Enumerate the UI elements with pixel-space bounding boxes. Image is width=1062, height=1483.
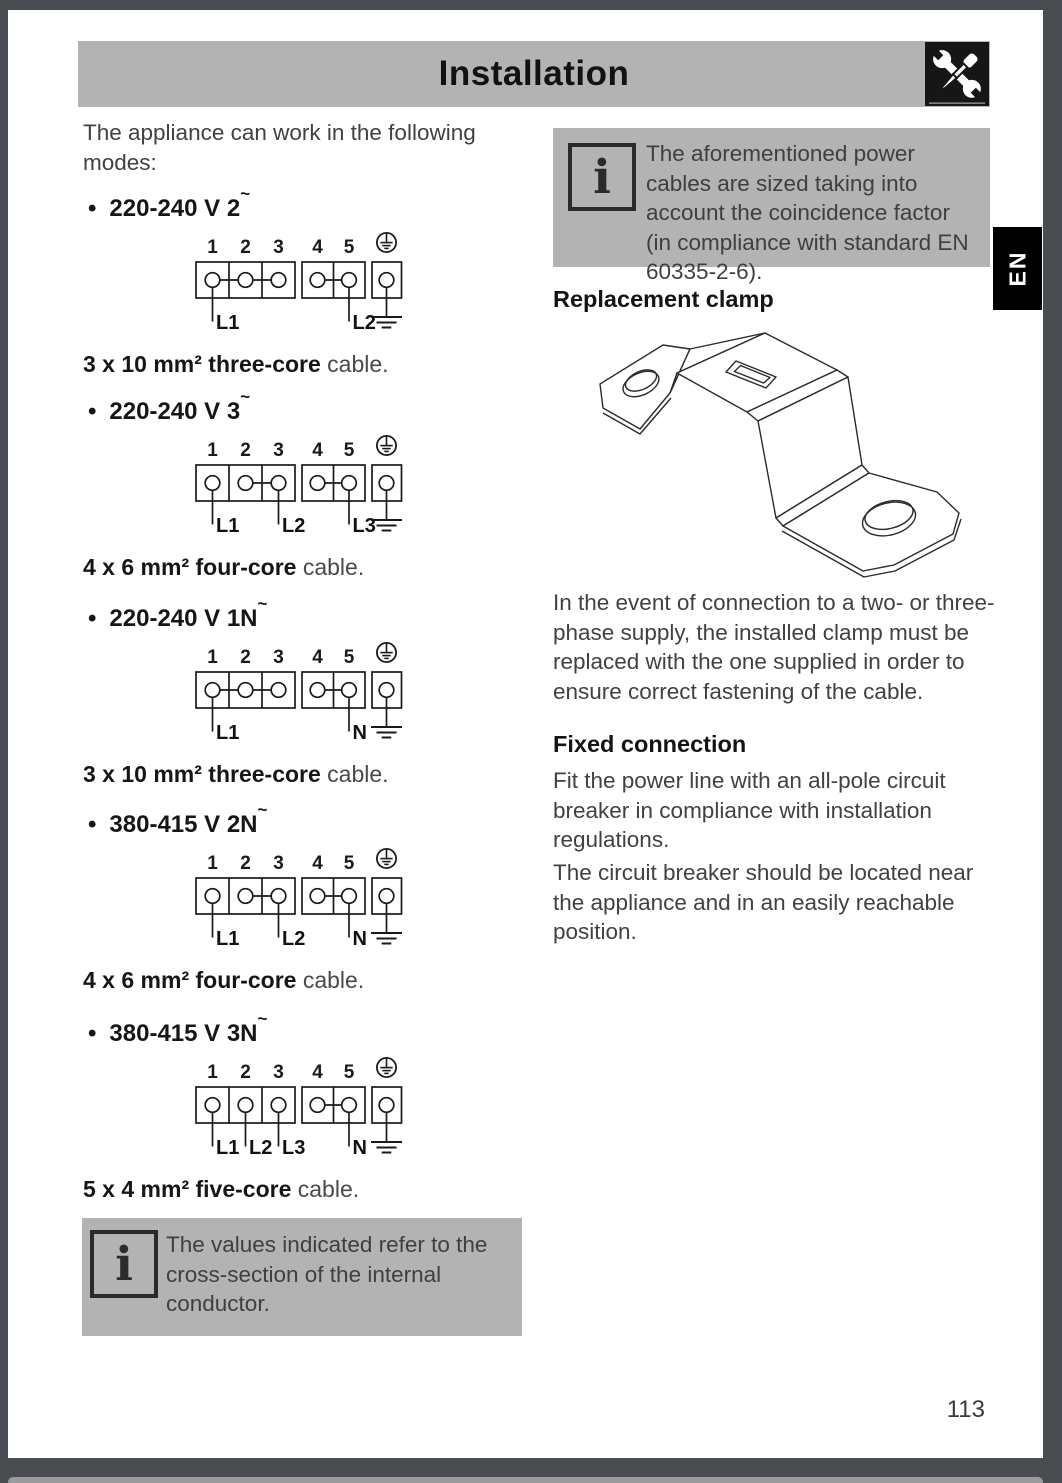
svg-text:5: 5 [343, 440, 355, 461]
section-heading-replacement-clamp: Replacement clamp [553, 286, 774, 312]
cable-caption: 4 x 6 mm² four-core cable. [83, 967, 365, 993]
earth-terminal-icon [377, 233, 396, 252]
wire-label: L1 [216, 722, 240, 744]
svg-text:5: 5 [343, 853, 355, 874]
svg-text:4: 4 [312, 237, 323, 258]
mode-voltage: • 220-240 V 1N~ [88, 594, 268, 632]
svg-text:4: 4 [312, 853, 323, 874]
bullet-dot: • [88, 195, 97, 222]
paragraph-breaker-1: Fit the power line with an all-pole circuit breaker in compliance with installation regulations. [553, 768, 946, 852]
bullet-dot: • [88, 398, 97, 425]
mode-voltage: • 220-240 V 3~ [88, 387, 251, 425]
note-text: The values indicated refer to the cross-section of the internal conductor. [166, 1232, 488, 1316]
svg-text:1: 1 [207, 440, 218, 461]
wire-label: L3 [352, 515, 376, 537]
svg-text:5: 5 [343, 1062, 355, 1083]
svg-text:4: 4 [312, 440, 323, 461]
wire-label: L2 [282, 515, 306, 537]
svg-text:2: 2 [240, 237, 251, 258]
svg-text:5: 5 [343, 647, 355, 668]
wire-label: L3 [282, 1137, 306, 1159]
svg-text:2: 2 [240, 853, 251, 874]
header-bar [78, 41, 990, 107]
svg-text:1: 1 [207, 647, 218, 668]
bullet-dot: • [88, 605, 97, 632]
document-page [8, 10, 1043, 1458]
bullet-dot: • [88, 1020, 97, 1047]
wire-label: L1 [216, 1137, 240, 1159]
svg-text:2: 2 [240, 647, 251, 668]
svg-text:1: 1 [207, 237, 218, 258]
language-tab-label: EN [1003, 250, 1030, 287]
wire-label: N [352, 928, 367, 950]
cable-caption: 3 x 10 mm² three-core cable. [83, 761, 389, 787]
paragraph-clamp: In the event of connection to a two- or three-phase supply, the installed clamp must be replaced with the one supplied in order to ensure correct fastening of the cable. [553, 590, 995, 704]
svg-text:3: 3 [273, 1062, 284, 1083]
svg-text:2: 2 [240, 440, 251, 461]
wire-label: L2 [282, 928, 306, 950]
info-icon: i [568, 143, 636, 211]
svg-text:1: 1 [207, 853, 218, 874]
wire-label: L2 [352, 312, 376, 334]
wire-label: N [352, 1137, 367, 1159]
wire-label: L2 [249, 1137, 273, 1159]
cable-caption: 5 x 4 mm² five-core cable. [83, 1176, 360, 1202]
wire-label: N [352, 722, 367, 744]
terminal-diagram [185, 230, 415, 336]
svg-text:4: 4 [312, 647, 323, 668]
terminal-diagram [185, 1055, 415, 1161]
earth-terminal-icon [377, 1058, 396, 1077]
svg-text:3: 3 [273, 647, 284, 668]
tools-icon [925, 42, 989, 106]
note-text: The aforementioned power cables are sized taking into account the coincidence factor (in compliance with standard EN 60335-2-6). [646, 141, 969, 284]
wire-label: L1 [216, 312, 240, 334]
svg-text:5: 5 [343, 237, 355, 258]
earth-terminal-icon [377, 643, 396, 662]
svg-text:3: 3 [273, 440, 284, 461]
note-box-cables [553, 128, 990, 284]
cable-caption: 4 x 6 mm² four-core cable. [83, 554, 365, 580]
svg-text:1: 1 [207, 1062, 218, 1083]
svg-text:4: 4 [312, 1062, 323, 1083]
mode-voltage: • 220-240 V 2~ [88, 184, 251, 222]
earth-terminal-icon [377, 849, 396, 868]
terminal-diagram [185, 640, 415, 746]
svg-text:3: 3 [273, 237, 284, 258]
language-tab [993, 227, 1042, 310]
terminal-diagram [185, 846, 415, 952]
mode-voltage: • 380-415 V 3N~ [88, 1009, 268, 1047]
svg-text:2: 2 [240, 1062, 251, 1083]
cable-caption: 3 x 10 mm² three-core cable. [83, 351, 389, 377]
page-title: Installation [438, 54, 630, 93]
next-page-edge [8, 1477, 1043, 1483]
replacement-clamp-drawing [590, 322, 965, 582]
bullet-dot: • [88, 811, 97, 838]
paragraph-breaker-2: The circuit breaker should be located near the appliance and in an easily reachable position. [553, 860, 974, 944]
earth-terminal-icon [377, 436, 396, 455]
intro-text: The appliance can work in the following modes: [83, 120, 476, 175]
wire-label: L1 [216, 928, 240, 950]
section-heading-fixed-connection: Fixed connection [553, 731, 747, 757]
wire-label: L1 [216, 515, 240, 537]
note-box-conductor [82, 1218, 522, 1336]
svg-text:3: 3 [273, 853, 284, 874]
mode-voltage: • 380-415 V 2N~ [88, 800, 268, 838]
terminal-diagram [185, 433, 415, 539]
page-number: 113 [946, 1396, 985, 1423]
info-icon: i [90, 1230, 158, 1298]
